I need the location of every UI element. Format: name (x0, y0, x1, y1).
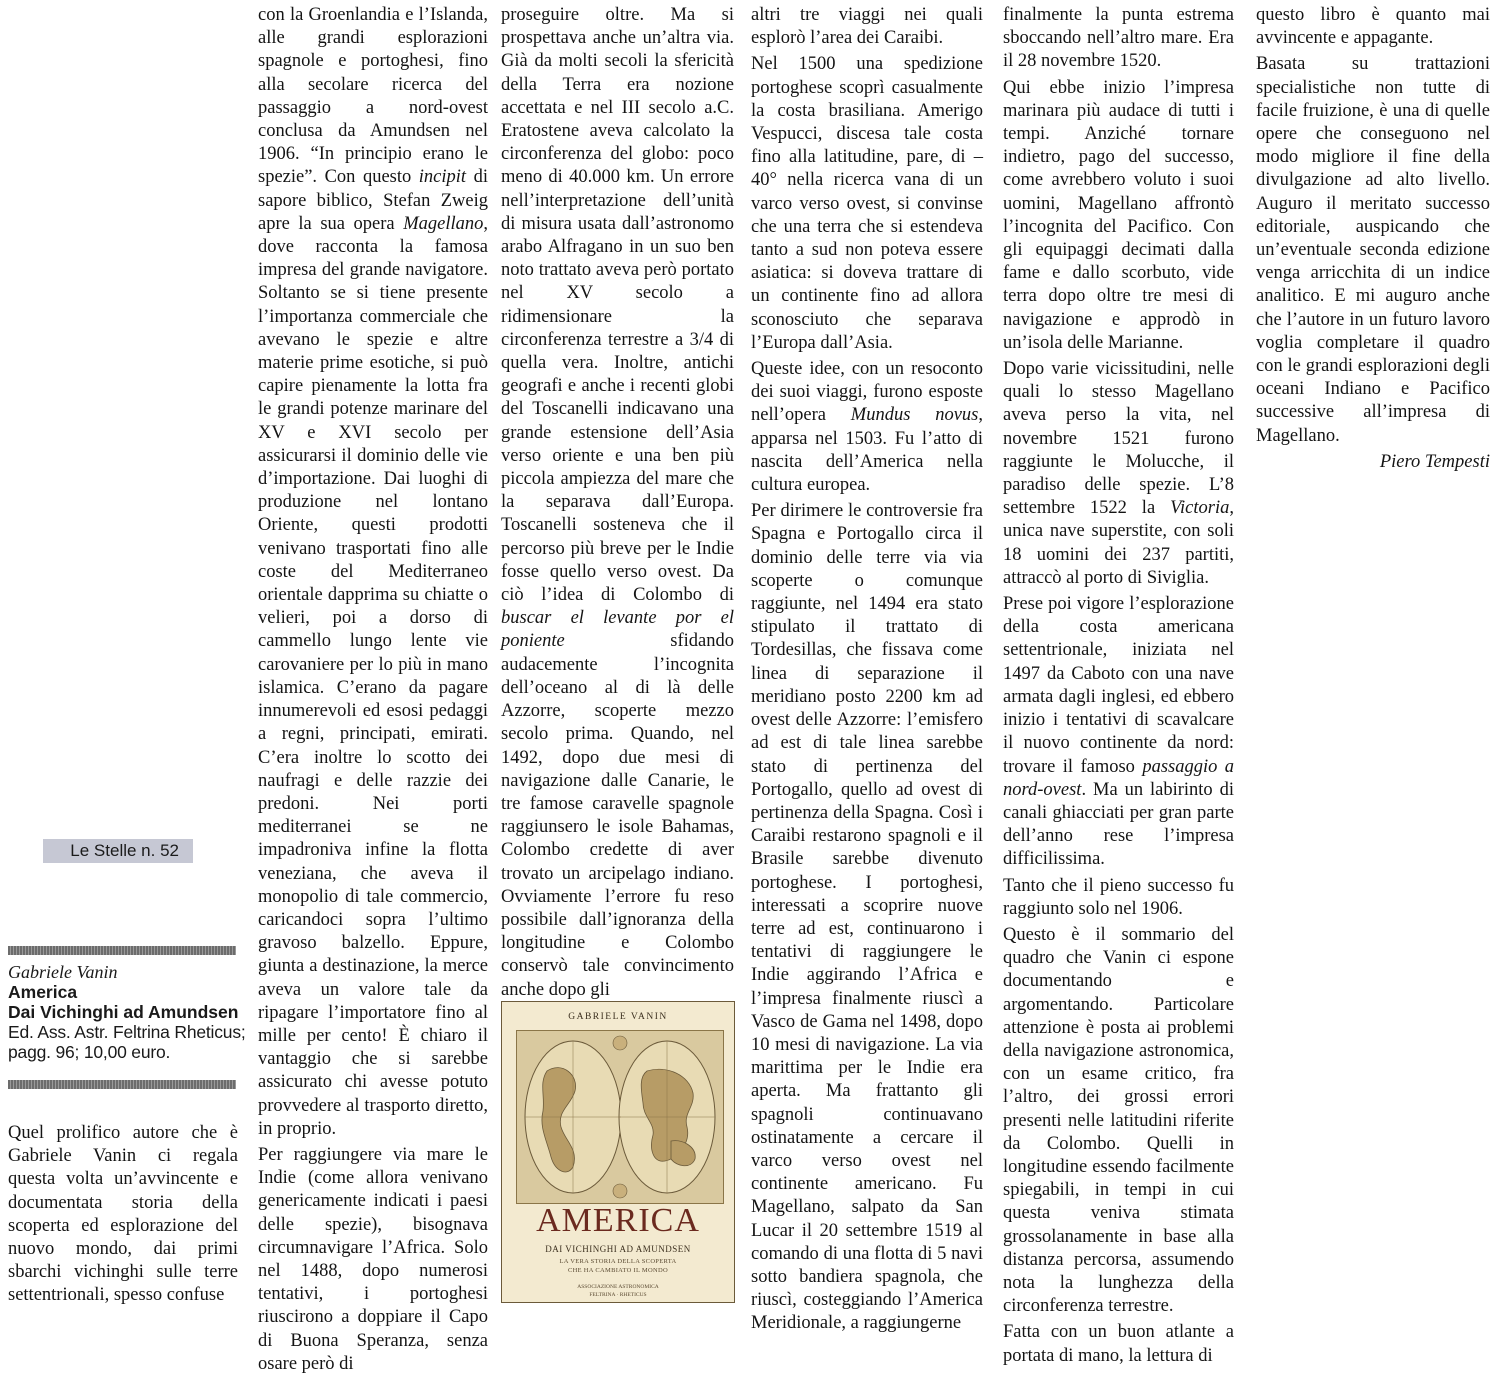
text-run: Dopo varie vicissitudini, nelle quali lo stesso Magellano aveva perso la vita, nel novembre 1521 furono raggiunte le Molucche, il paradiso delle spezie. L’8 settembre 1522 la (1003, 359, 1234, 519)
cover-map-illustration (516, 1030, 724, 1204)
text-run: Queste idee, con un resoconto dei suoi viaggi, furono esposte nell’opera (751, 359, 983, 426)
magazine-issue-tag: Le Stelle n. 52 (43, 839, 193, 863)
col4-paragraph-1: altri tre viaggi nei quali esplorò l’area dei Caraibi. (751, 5, 983, 49)
text-run: con la Groenlandia e l’Islanda, alle grandi esplorazioni spagnole e portoghesi, fino alla secolare ricerca del passaggio a nord-ovest conclusa da Amundsen nel 1906. “In principio erano le spezie”. Con questo (258, 5, 488, 188)
text-column-3 (501, 4, 734, 1000)
book-pages-price: pagg. 96; 10,00 euro. (8, 1042, 171, 1062)
col5-paragraph-6: Questo è il sommario del quadro che Vanin ci espone documentando e argomentando. Particolare attenzione è posta ai problemi della navigazione astronomica, con un esame critico, fra l’altro, dei grossi errori presenti nelle latitudini riferite da Colombo. Quelli in longitudine essendo facilmente spiegabili, in tempi in cui questa veniva stimata grossolanamente in base alla distanza percorsa, assumendo nota la lunghezza della circonferenza terrestre. (1003, 924, 1234, 1317)
book-cover-image (501, 1001, 735, 1303)
book-subtitle: Dai Vichinghi ad Amundsen (8, 1002, 239, 1022)
cover-tagline-2: CHE HA CAMBIATO IL MONDO (567, 1267, 668, 1274)
text-column-2 (258, 4, 488, 1374)
text-run: . Ma un labirinto di canali ghiacciati per gran parte dell’anno rese l’impresa difficilissima. (1003, 779, 1234, 870)
review-opening (8, 1122, 238, 1308)
col6-paragraph-1: questo libro è quanto mai avvincente e appagante. (1256, 5, 1490, 49)
text-column-4 (751, 4, 983, 1334)
cover-title: AMERICA (536, 1202, 700, 1239)
col5-paragraph-5: Tanto che il pieno successo fu raggiunto solo nel 1906. (1003, 875, 1234, 919)
text-run: , apparsa nel 1503. Fu l’atto di nascita dell’America nella cultura europea. (751, 405, 983, 496)
cover-subtitle: DAI VICHINGHI AD AMUNDSEN (545, 1244, 691, 1254)
book-info-block (8, 962, 248, 1062)
col5-paragraph-3 (1003, 358, 1234, 590)
cover-tagline-1: LA VERA STORIA DELLA SCOPERTA (559, 1258, 677, 1265)
text-column-5 (1003, 4, 1234, 1366)
text-run: Prese poi vigore l’esplorazione della costa americana settentrionale, iniziata nel 1497 da Caboto con una nave armata dagli inglesi, ed ebbero inizio i tentativi di scavalcare il nuovo continente da nord: trovare il famoso (1003, 594, 1234, 777)
text-column-6 (1256, 4, 1490, 1310)
text-run: sfidando audacemente l’incognita dell’oceano al di là delle Azzorre, scoperte mezzo secolo prima. Quando, nel 1492, dopo due mesi di navigazione dalle Canarie, le tre famose caravelle spagnole raggiunsero le isole Bahamas, Colombo credette di aver trovato un arcipelago indiano. Ovviamente l’errore fu reso possibile dall’ignoranza della longitudine e Colombo conservò tale convincimento anche dopo gli (501, 631, 734, 1000)
col2-paragraph-1 (258, 4, 488, 1141)
text-run: , unica nave superstite, con soli 18 uomini dei 237 partiti, attraccò al porto di Siviglia. (1003, 498, 1234, 588)
cover-publisher-1: ASSOCIAZIONE ASTRONOMICA (577, 1284, 659, 1290)
col2-paragraph-2: Per raggiungere via mare le Indie (come allora venivano genericamente indicati i paesi delle spezie), bisognava circumnavigare l’Africa. Solo nel 1488, dopo numerosi tentativi, i portoghesi riuscirono a doppiare il Capo di Buona Speranza, senza osare però di (258, 1144, 488, 1374)
col6-paragraph-2: Basata su trattazioni specialistiche non tutte di facile fruizione, è una di quelle opere che conseguono nel modo migliore il fine della divulgazione ad alto livello. Auguro il meritato successo editoriale, auspicando che un’eventuale seconda edizione venga arricchita di un indice analitico. E mi auguro anche che l’autore in un futuro lavoro voglia completare il quadro con le grandi esplorazioni degli oceani Indiano e Pacifico successive all’impresa di Magellano. (1256, 54, 1490, 446)
col5-paragraph-1: finalmente la punta estrema sboccando nell’altro mare. Era il 28 novembre 1520. (1003, 5, 1234, 72)
book-publisher: Ed. Ass. Astr. Feltrina Rheticus; (8, 1022, 246, 1042)
col5-paragraph-2: Qui ebbe inizio l’impresa marinara più audace di tutti i tempi. Anziché tornare indietro, pago del successo, come avrebbero voluto i suoi uomini, Magellano affrontò l’incognita del Pacifico. Con gli equipaggi decimati dalla fame e dallo scorbuto, vide terra dopo oltre tre mesi di navigazione e approdò in un’isola delle Marianne. (1003, 77, 1234, 353)
divider-rule-bottom (8, 1080, 236, 1089)
divider-rule-top (8, 946, 236, 955)
italic-spanish-quote: buscar el levante por el poniente (501, 608, 734, 652)
italic-mundus-novus: Mundus novus (850, 405, 979, 426)
review-opening-paragraph: Quel prolifico autore che è Gabriele Vanin ci regala questa volta un’avvincente e documentata storia della scoperta ed esplorazione del nuovo mondo, dai primi sbarchi vichinghi sulle terre settentrionali, spesso confuse (8, 1123, 238, 1306)
italic-magellano: Magellano (403, 213, 484, 234)
italic-incipit: incipit (418, 167, 467, 188)
book-author: Gabriele Vanin (8, 962, 118, 982)
col3-paragraph-1 (501, 4, 734, 1002)
review-signature: Piero Tempesti (1379, 451, 1490, 472)
col4-paragraph-4: Per dirimere le controversie fra Spagna e Portogallo circa il dominio delle terre via via scoperte o comunque raggiunte, nel 1494 era stato stipulato il trattato di Tordesillas, che fissava come linea di separazione il meridiano posto 2200 km ad ovest delle Azzorre: l’emisfero ad est di tale linea sarebbe stato di pertinenza del Portogallo, quello ad ovest di pertinenza della Spagna. Così i Caraibi restarono spagnoli e il Brasile sarebbe divenuto portoghese. I portoghesi, interessati a scoprire nuove terre ad est, continuarono i tentativi di raggiungere le Indie aggirando l’Africa e l’impresa finalmente riuscì a Vasco de Gama nel 1498, dopo 10 mesi di navigazione. La via marittima per le Indie era aperta. Ma frattanto gli spagnoli continuavano ostinatamente a cercare il varco verso ovest nel continente americano. Fu Magellano, salpato da San Lucar il 20 settembre 1519 al comando di una flotta di 5 navi sotto bandiera spagnola, che riuscì, costeggiando l’America Meridionale, a raggiungerne (751, 501, 983, 1334)
cover-publisher-2: FELTRINA · RHETICUS (589, 1292, 647, 1298)
italic-passaggio: passaggio a nord-ovest (1003, 756, 1234, 800)
text-run: proseguire oltre. Ma si prospettava anche un’altra via. Già da molti secoli la sfericità della Terra era nozione accettata e nel III secolo a.C. Eratostene aveva calcolato la circonferenza del globo: poco meno di 40.000 km. Un errore nell’interpretazione dell’unità di misura usata dall’astronomo arabo Alfragano in un suo ben noto trattato aveva però portato nel XV secolo a ridimensionare la circonferenza terrestre a 3/4 di quella vera. Inoltre, antichi geografi e anche i recenti globi del Toscanelli indicavano una grande estensione dell’Asia verso oriente e una ben più piccola ampiezza del mare che la separava dall’Europa. Toscanelli sosteneva che il percorso più breve per le Indie fosse quello verso ovest. Da ciò l’idea di Colombo di (501, 5, 734, 606)
world-map-drawing (517, 1031, 723, 1203)
col4-paragraph-3 (751, 358, 983, 497)
italic-victoria: Victoria (1170, 498, 1230, 519)
cover-author: GABRIELE VANIN (568, 1012, 668, 1022)
col5-paragraph-4 (1003, 593, 1234, 871)
book-title: America (8, 982, 78, 1002)
col4-paragraph-2: Nel 1500 una spedizione portoghese scoprì casualmente la costa brasiliana. Amerigo Vespucci, discesa tale costa fino alla latitudine, pare, di –40° nella ricerca vana di un varco verso ovest, si convinse che una terra che si estendeva tanto a sud non poteva essere asiatica: si doveva trattare di un continente fino ad allora sconosciuto che separava l’Europa dall’Asia. (751, 54, 983, 353)
col5-paragraph-7: Fatta con un buon atlante a portata di mano, la lettura di (1003, 1322, 1234, 1366)
text-run: di sapore biblico, Stefan Zweig apre la sua opera (258, 167, 488, 234)
text-run: , dove racconta la famosa impresa del grande navigatore. Soltanto se si tiene presente l’importanza commerciale che avevano le spezie e altre materie prime esotiche, si può capire pienamente la lotta fra le grandi potenze marinare del XV e XVI secolo per assicurarsi il dominio delle vie d’importazione. Dai luoghi di produzione nel lontano Oriente, questi prodotti venivano trasportati fino alle coste del Mediterraneo orientale dapprima su chiatte o velieri, poi a dorso di cammello lungo lente vie carovaniere per lo più in mano islamica. C’erano da pagare innumerevoli ed esosi pedaggi a regni, principati, emirati. C’era inoltre lo scotto dei naufragi e delle razzie dei predoni. Nei porti mediterranei se ne impadroniva infine la flotta veneziana, che aveva il monopolio di tale commercio, caricandoci sopra l’ultimo gravoso balzello. Eppure, giunta a destinazione, la merce aveva un valore tale da ripagare l’importatore fino al mille per cento! È chiaro il vantaggio che si sarebbe assicurato chi avesse potuto provvedere al trasporto diretto, in proprio. (258, 213, 488, 1139)
